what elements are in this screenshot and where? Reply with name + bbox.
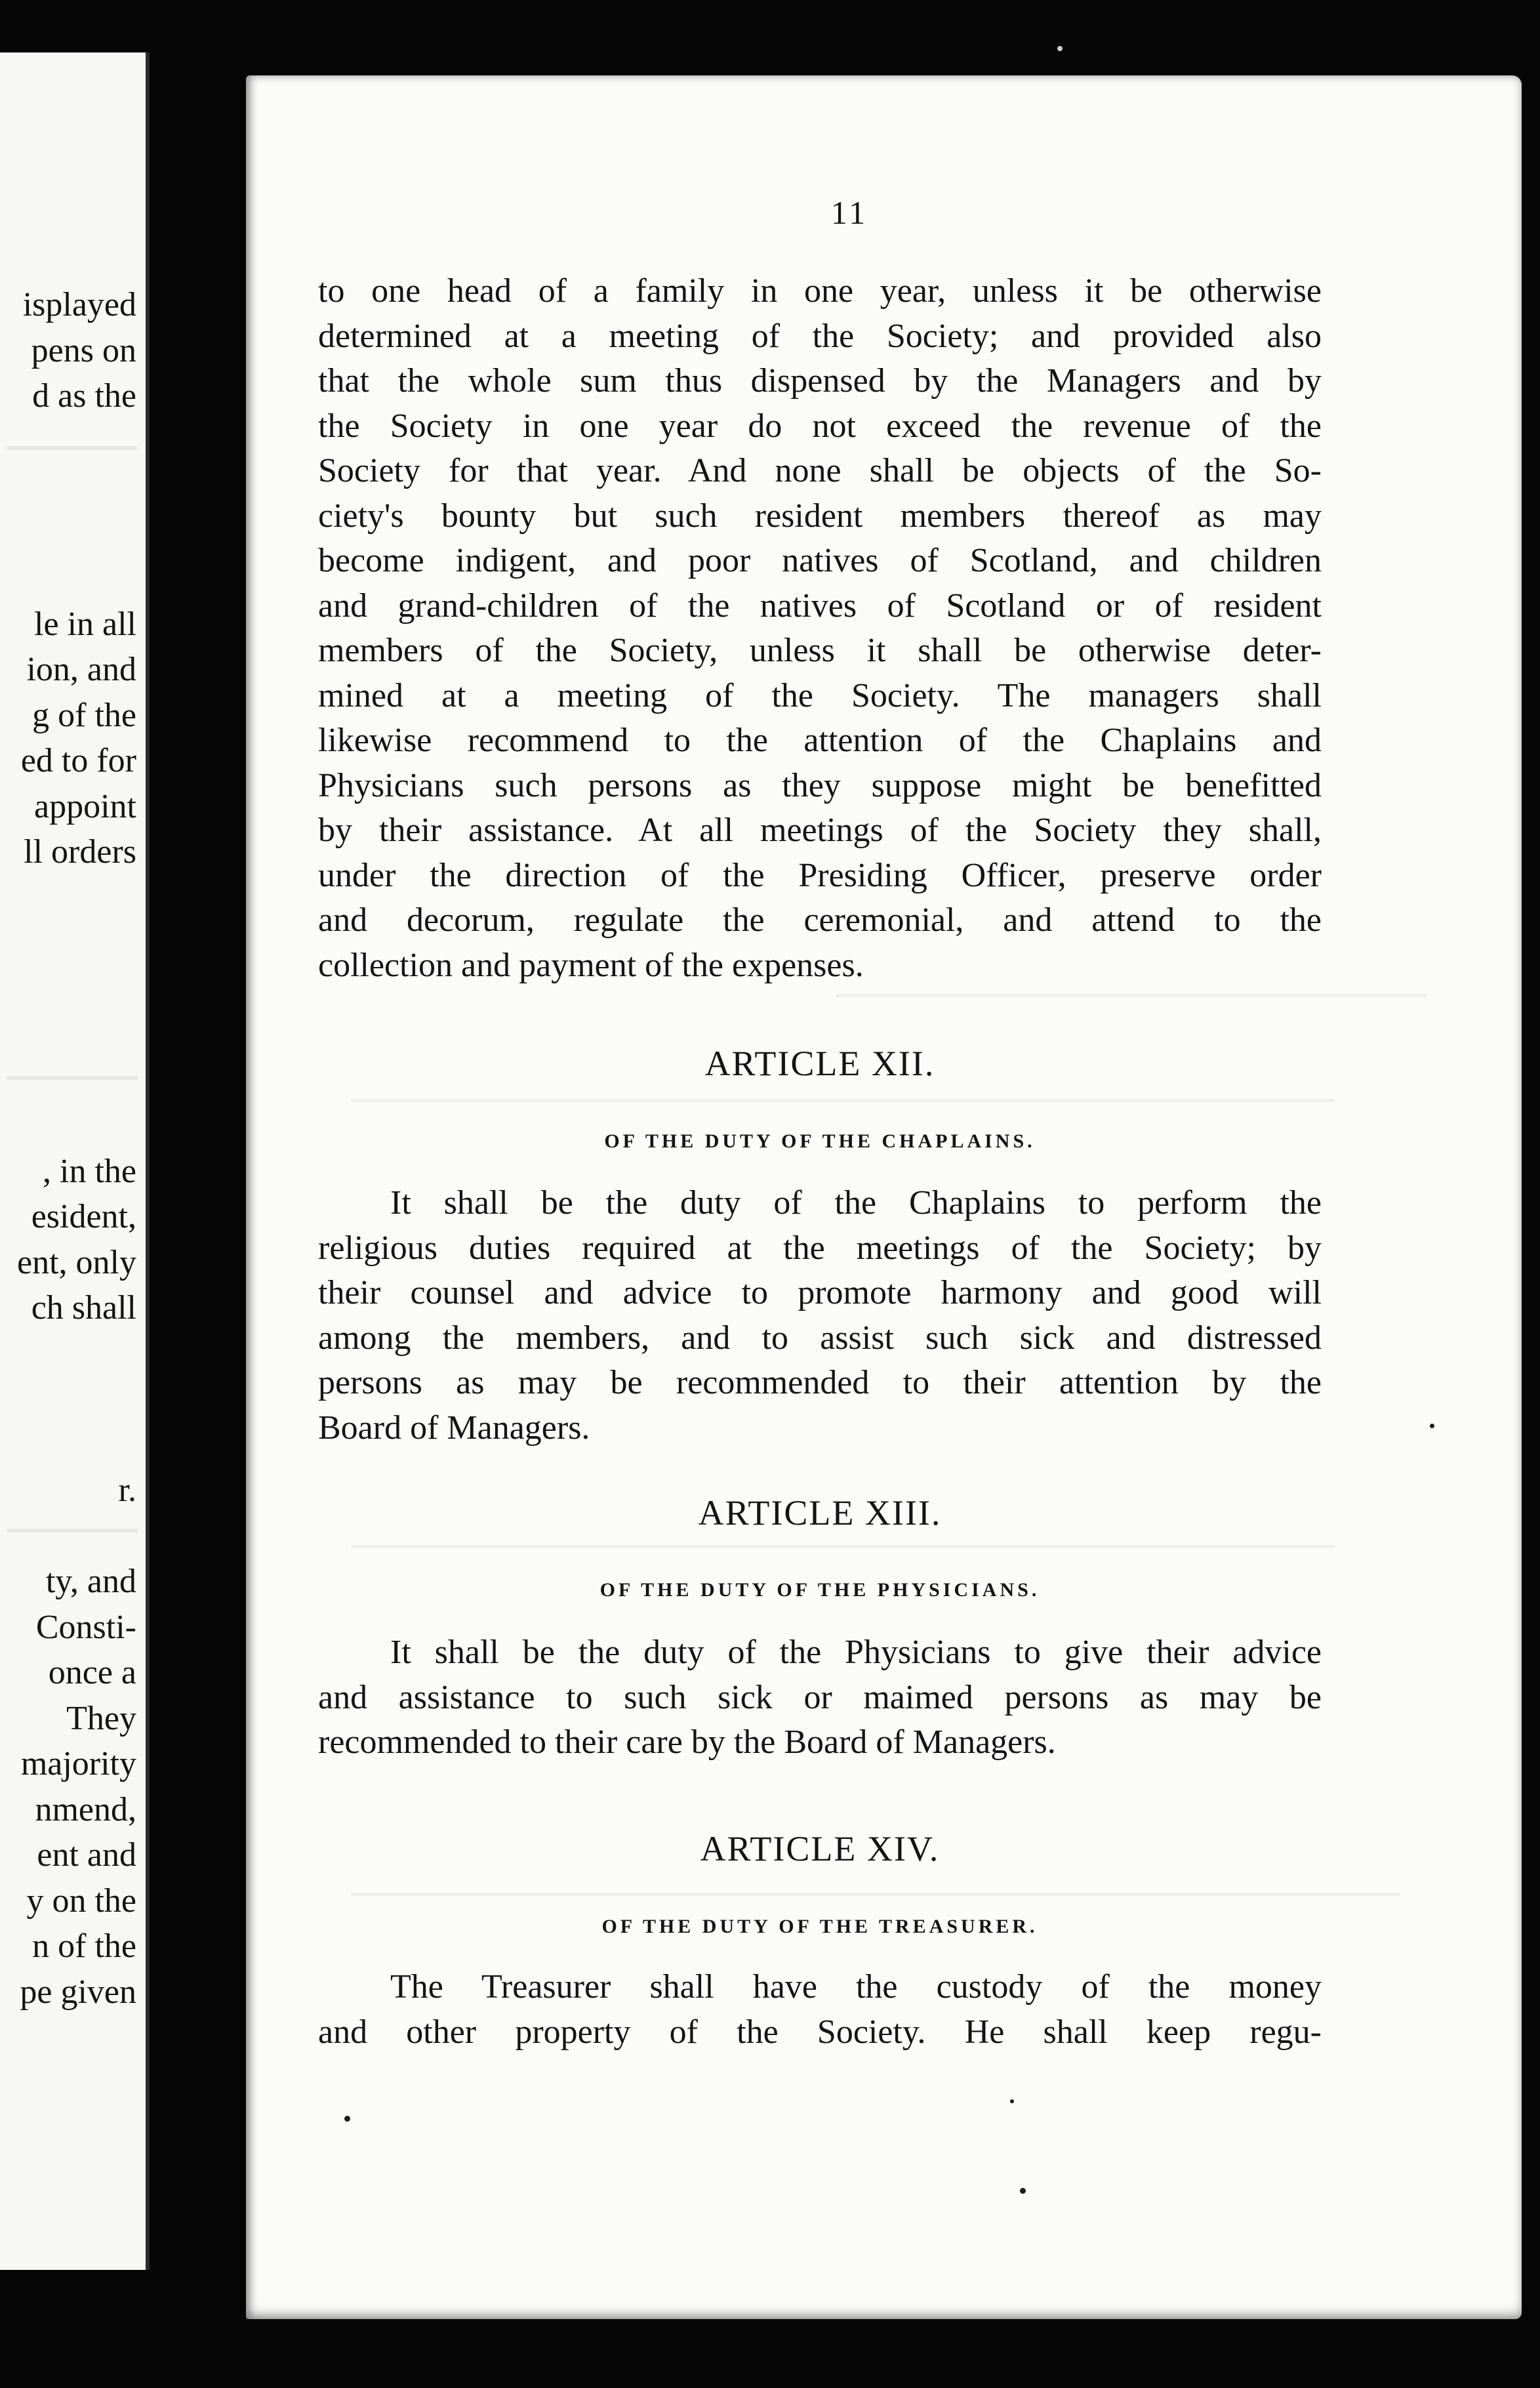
article-heading: ARTICLE XIV. [700, 1829, 940, 1868]
facing-line: They [66, 1699, 136, 1737]
facing-line: le in all [34, 605, 136, 643]
facing-line: n of the [32, 1927, 136, 1965]
text-line: that the whole sum thus dispensed by the Managers and by [318, 362, 1322, 400]
facing-line: pens on [31, 331, 136, 369]
article-body [318, 1630, 1322, 1765]
text-line: Board of Managers. [318, 1409, 590, 1447]
opening-paragraph [318, 269, 1322, 988]
facing-line: d as the [32, 377, 136, 415]
facing-page-text [17, 282, 136, 2015]
dust-speck [1057, 46, 1063, 51]
article-heading: ARTICLE XIII. [698, 1493, 942, 1533]
facing-line [17, 875, 136, 921]
text-line: persons as may be recommended to their attention by the [318, 1364, 1322, 1401]
text-line: The Treasurer shall have the custody of the money [390, 1968, 1322, 2006]
facing-line: , in the [43, 1152, 136, 1190]
facing-line: g of the [32, 696, 136, 734]
facing-line [17, 510, 136, 556]
facing-line: once a [48, 1654, 136, 1691]
facing-line: ch shall [31, 1289, 136, 1327]
text-line: collection and payment of the expenses. [318, 946, 864, 984]
text-line: It shall be the duty of the Physicians to give their advice [390, 1634, 1322, 1671]
ink-speck [1430, 1424, 1434, 1428]
facing-line: ll orders [24, 833, 136, 871]
bleed-through [836, 994, 1427, 997]
facing-line [17, 464, 136, 510]
facing-line: ent, only [17, 1243, 136, 1281]
text-line: and other property of the Society. He shall keep regu- [318, 2013, 1322, 2051]
facing-line [17, 920, 136, 966]
text-line: their counsel and advice to promote harmony and good will [318, 1274, 1322, 1311]
article-subheading: OF THE DUTY OF THE CHAPLAINS. [604, 1130, 1036, 1152]
facing-line: ion, and [26, 651, 136, 688]
facing-line [17, 1422, 136, 1468]
text-line: members of the Society, unless it shall be otherwise deter- [318, 632, 1322, 669]
text-line: and assistance to such sick or maimed persons as may be [318, 1678, 1322, 1716]
facing-line [17, 1513, 136, 1559]
ink-speck [1010, 2099, 1014, 2103]
text-line: It shall be the duty of the Chaplains to perform the [390, 1184, 1322, 1222]
article-body [318, 1181, 1322, 1451]
text-line: and decorum, regulate the ceremonial, and attend to the [318, 901, 1322, 939]
facing-line [17, 556, 136, 602]
text-line: by their assistance. At all meetings of the Society they shall, [318, 812, 1322, 849]
facing-line: appoint [34, 787, 136, 825]
facing-line: ty, and [45, 1563, 136, 1600]
facing-line: nmend, [35, 1790, 136, 1828]
text-line: ciety's bounty but such resident members thereof as may [318, 497, 1322, 535]
facing-line [17, 1103, 136, 1149]
text-line: religious duties required at the meetings of the Society; by [318, 1229, 1322, 1267]
text-line: and grand-children of the natives of Scotland or of resident [318, 587, 1322, 625]
facing-line: ent and [37, 1836, 136, 1874]
page-number: 11 [830, 194, 868, 231]
facing-line [17, 1376, 136, 1422]
facing-line [17, 1058, 136, 1103]
text-line: the Society in one year do not exceed the revenue of the [318, 407, 1322, 445]
facing-line [17, 966, 136, 1012]
text-line: determined at a meeting of the Society; and provided also [318, 317, 1322, 355]
facing-line [17, 1331, 136, 1377]
article-body [318, 1965, 1322, 2055]
facing-line: y on the [26, 1882, 136, 1920]
bleed-through [351, 1545, 1335, 1548]
text-line: become indigent, and poor natives of Scotland, and children [318, 542, 1322, 579]
facing-line: ed to for [20, 742, 136, 779]
text-line: Society for that year. And none shall be objects of the So- [318, 452, 1322, 489]
facing-line: majority [20, 1745, 136, 1782]
text-line: mined at a meeting of the Society. The managers shall [318, 676, 1322, 714]
ink-speck [344, 2116, 350, 2122]
facing-line [17, 1012, 136, 1058]
facing-line: r. [118, 1472, 136, 1509]
text-line: recommended to their care by the Board of Managers. [318, 1723, 1056, 1761]
facing-line: isplayed [22, 286, 136, 323]
text-line: likewise recommend to the attention of the Chaplains and [318, 722, 1322, 759]
facing-page [0, 52, 150, 2270]
article-subheading: OF THE DUTY OF THE PHYSICIANS. [599, 1579, 1040, 1601]
bleed-through [351, 1099, 1335, 1102]
ink-speck [1020, 2188, 1026, 2194]
text-line: among the members, and to assist such sick and distressed [318, 1319, 1322, 1357]
article-subheading: OF THE DUTY OF THE TREASURER. [601, 1916, 1038, 1937]
text-line: to one head of a family in one year, unless it be otherwise [318, 272, 1322, 310]
bleed-through [351, 1893, 1400, 1896]
article-heading: ARTICLE XII. [704, 1044, 935, 1083]
facing-line: Consti- [35, 1608, 136, 1646]
text-line: Physicians such persons as they suppose might be benefitted [318, 766, 1322, 804]
text-line: under the direction of the Presiding Officer, preserve order [318, 856, 1322, 894]
facing-line [17, 419, 136, 465]
book-page [246, 75, 1522, 2319]
facing-line: pe given [20, 1973, 136, 2011]
facing-line: esident, [31, 1198, 136, 1235]
